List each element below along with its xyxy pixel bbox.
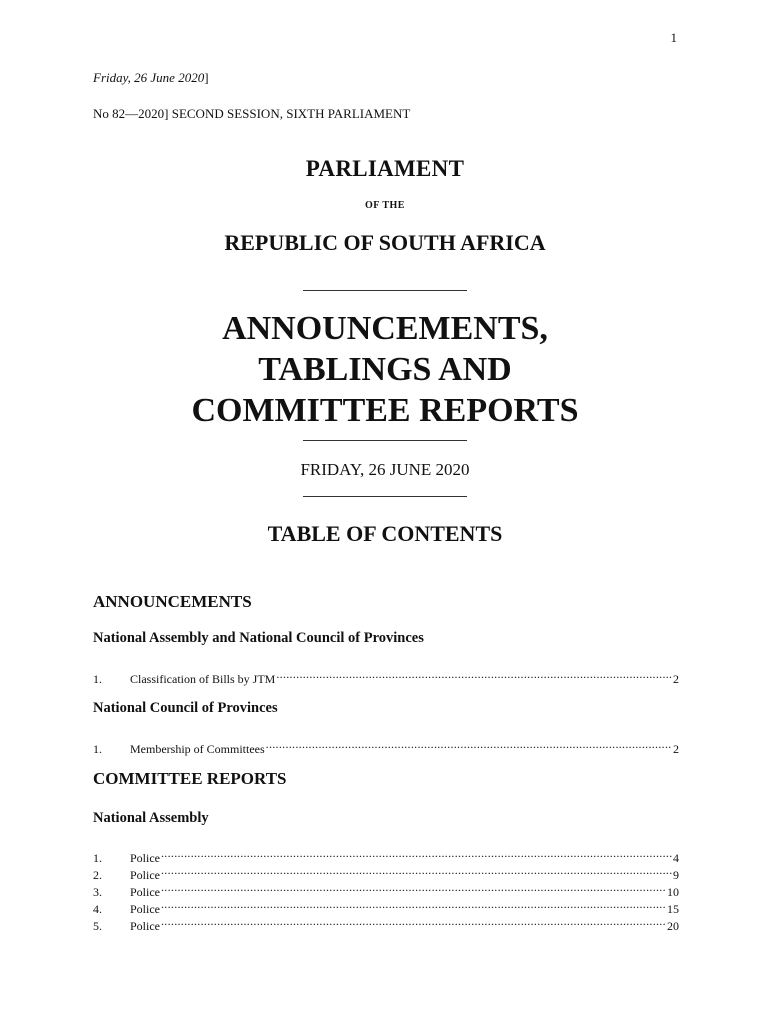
- subheading-na: National Assembly: [93, 810, 209, 826]
- toc-entry-number: 1.: [93, 672, 102, 686]
- toc-entry[interactable]: [93, 879, 679, 899]
- toc-entry-number: 5.: [93, 919, 102, 933]
- toc-entry-label: Police: [130, 885, 160, 899]
- divider-rule: [303, 496, 467, 497]
- subheading-na-ncop: National Assembly and National Council of Provinces: [93, 630, 424, 646]
- main-title-line: TABLINGS AND: [258, 351, 512, 388]
- divider-rule: [303, 440, 467, 441]
- toc-leader-dots: [161, 845, 672, 862]
- committee-reports-heading: COMMITTEE REPORTS: [93, 769, 287, 788]
- toc-entry-page: 4: [673, 851, 679, 865]
- toc-entry-number: 1.: [93, 851, 102, 865]
- of-the-heading: OF THE: [365, 200, 405, 211]
- header-date: [93, 70, 209, 86]
- page-number: 1: [670, 30, 677, 45]
- toc-entry[interactable]: [93, 736, 679, 756]
- main-title: [0, 308, 770, 431]
- toc-list: [93, 666, 679, 686]
- toc-title: TABLE OF CONTENTS: [267, 521, 503, 546]
- toc-leader-dots: [161, 862, 672, 879]
- toc-entry-label: Police: [130, 851, 160, 865]
- toc-entry[interactable]: [93, 896, 679, 916]
- toc-leader-dots: [161, 896, 666, 913]
- main-title-line: ANNOUNCEMENTS,: [222, 310, 548, 347]
- republic-heading: REPUBLIC OF SOUTH AFRICA: [224, 230, 546, 255]
- toc-entry-label: Police: [130, 868, 160, 882]
- header-date-italic: Friday, 26 June 2020: [93, 70, 205, 85]
- toc-list: [93, 845, 679, 933]
- toc-entry-label: Classification of Bills by JTM: [130, 672, 276, 686]
- toc-entry-number: 1.: [93, 742, 102, 756]
- toc-list: [93, 736, 679, 756]
- toc-entry-number: 3.: [93, 885, 102, 899]
- toc-leader-dots: [266, 736, 672, 753]
- toc-entry[interactable]: [93, 845, 679, 865]
- toc-entry-number: 2.: [93, 868, 102, 882]
- toc-entry-label: Police: [130, 902, 160, 916]
- toc-leader-dots: [161, 879, 666, 896]
- toc-entry-label: Police: [130, 919, 160, 933]
- toc-entry[interactable]: [93, 862, 679, 882]
- toc-entry-label: Membership of Committees: [130, 742, 265, 756]
- subheading-ncop: National Council of Provinces: [93, 700, 278, 716]
- toc-entry-page: 2: [673, 742, 679, 756]
- toc-entry[interactable]: [93, 666, 679, 686]
- header-session: No 82—2020] SECOND SESSION, SIXTH PARLIAMENT: [93, 106, 411, 121]
- header-date-bracket: ]: [204, 70, 209, 85]
- parliament-heading: PARLIAMENT: [305, 156, 465, 181]
- toc-entry-page: 2: [673, 672, 679, 686]
- toc-leader-dots: [161, 913, 666, 930]
- toc-entry[interactable]: [93, 913, 679, 933]
- toc-entry-page: 15: [667, 902, 679, 916]
- toc-leader-dots: [276, 666, 672, 683]
- toc-entry-page: 20: [667, 919, 679, 933]
- document-date: FRIDAY, 26 JUNE 2020: [300, 460, 470, 479]
- toc-entry-number: 4.: [93, 902, 102, 916]
- toc-entry-page: 10: [667, 885, 679, 899]
- toc-entry-page: 9: [673, 868, 679, 882]
- divider-rule: [303, 290, 467, 291]
- announcements-heading: ANNOUNCEMENTS: [93, 592, 252, 611]
- main-title-line: COMMITTEE REPORTS: [191, 392, 579, 429]
